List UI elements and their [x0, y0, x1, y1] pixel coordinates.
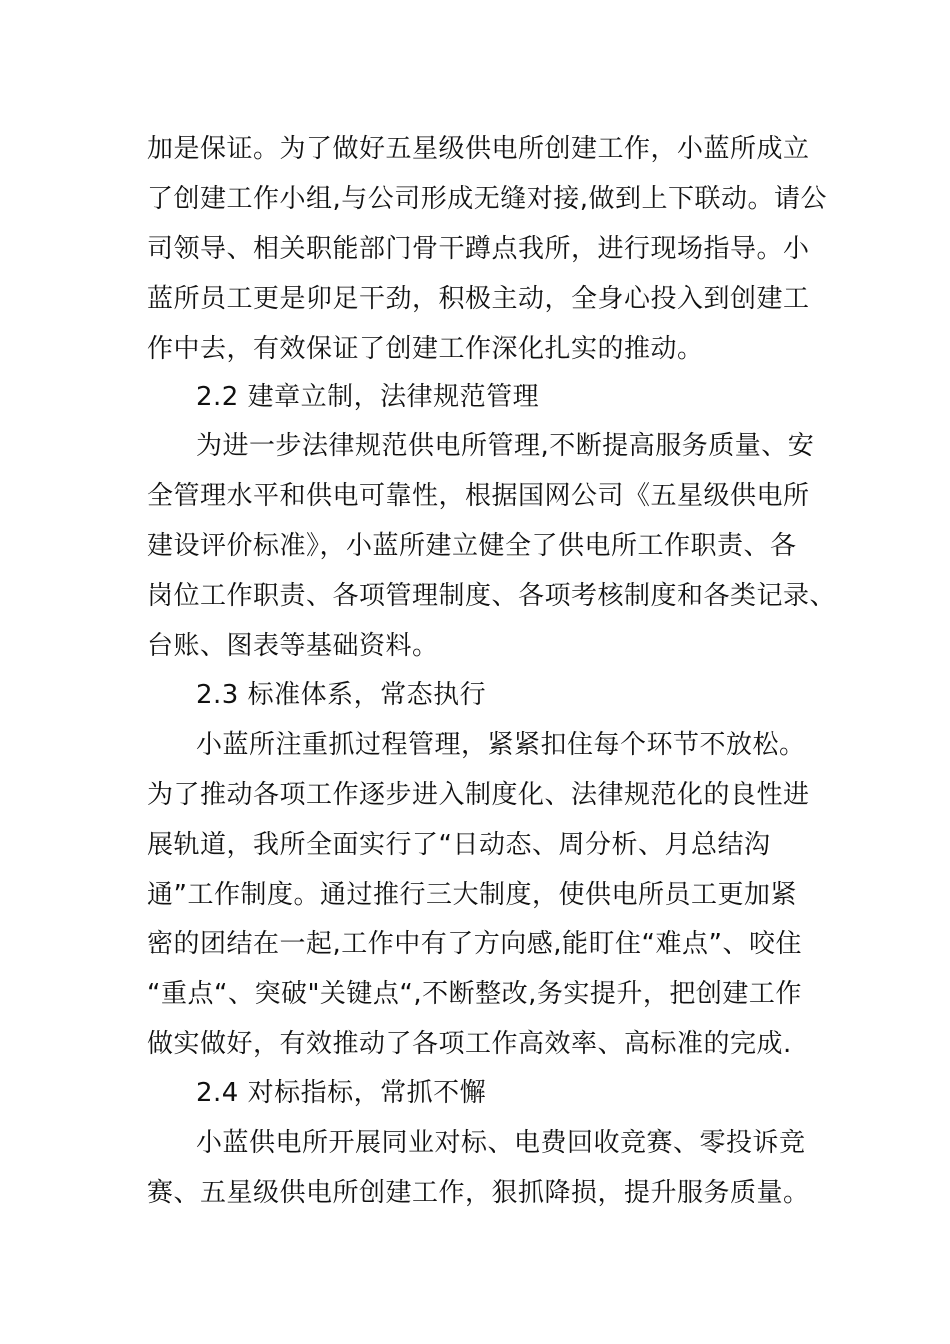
paragraph-line: 加是保证。为了做好五星级供电所创建工作，小蓝所成立 [147, 134, 810, 164]
paragraph-line: 为进一步法律规范供电所管理,不断提高服务质量、安 [196, 431, 815, 461]
paragraph-line: 赛、五星级供电所创建工作，狠抓降损，提升服务质量。 [147, 1178, 810, 1208]
paragraph-line: 蓝所员工更是卯足干劲，积极主动，全身心投入到创建工 [147, 284, 810, 314]
paragraph-line: 小蓝所注重抓过程管理，紧紧扣住每个环节不放松。 [196, 730, 806, 760]
paragraph-line: 司领导、相关职能部门骨干蹲点我所，进行现场指导。小 [147, 234, 810, 264]
paragraph-line: 作中去，有效保证了创建工作深化扎实的推动。 [147, 334, 704, 364]
paragraph-line: 为了推动各项工作逐步进入制度化、法律规范化的良性进 [147, 780, 810, 810]
paragraph-line: 密的团结在一起,工作中有了方向感,能盯住“难点”、咬住 [147, 929, 802, 959]
paragraph-line: 全管理水平和供电可靠性，根据国网公司《五星级供电所 [147, 481, 810, 511]
paragraph-line: 台账、图表等基础资料。 [147, 631, 439, 661]
paragraph-line: 做实做好，有效推动了各项工作高效率、高标准的完成. [147, 1029, 792, 1059]
paragraph-line: 岗位工作职责、各项管理制度、各项考核制度和各类记录、 [147, 581, 837, 611]
paragraph-line: 展轨道，我所全面实行了“日动态、周分析、月总结沟 [147, 830, 771, 860]
paragraph-line: 建设评价标准》，小蓝所建立健全了供电所工作职责、各 [147, 531, 797, 561]
paragraph-line: “重点“、突破"关键点“,不断整改,务实提升，把创建工作 [147, 979, 802, 1009]
paragraph-line: 了创建工作小组,与公司形成无缝对接,做到上下联动。请公 [147, 184, 828, 214]
section-heading-2-4: 2.4 对标指标，常抓不懈 [196, 1078, 487, 1108]
section-heading-2-2: 2.2 建章立制，法律规范管理 [196, 382, 540, 412]
paragraph-line: 小蓝供电所开展同业对标、电费回收竞赛、零投诉竞 [196, 1128, 806, 1158]
section-heading-2-3: 2.3 标准体系，常态执行 [196, 680, 487, 710]
paragraph-line: 通”工作制度。通过推行三大制度，使供电所员工更加紧 [147, 880, 797, 910]
